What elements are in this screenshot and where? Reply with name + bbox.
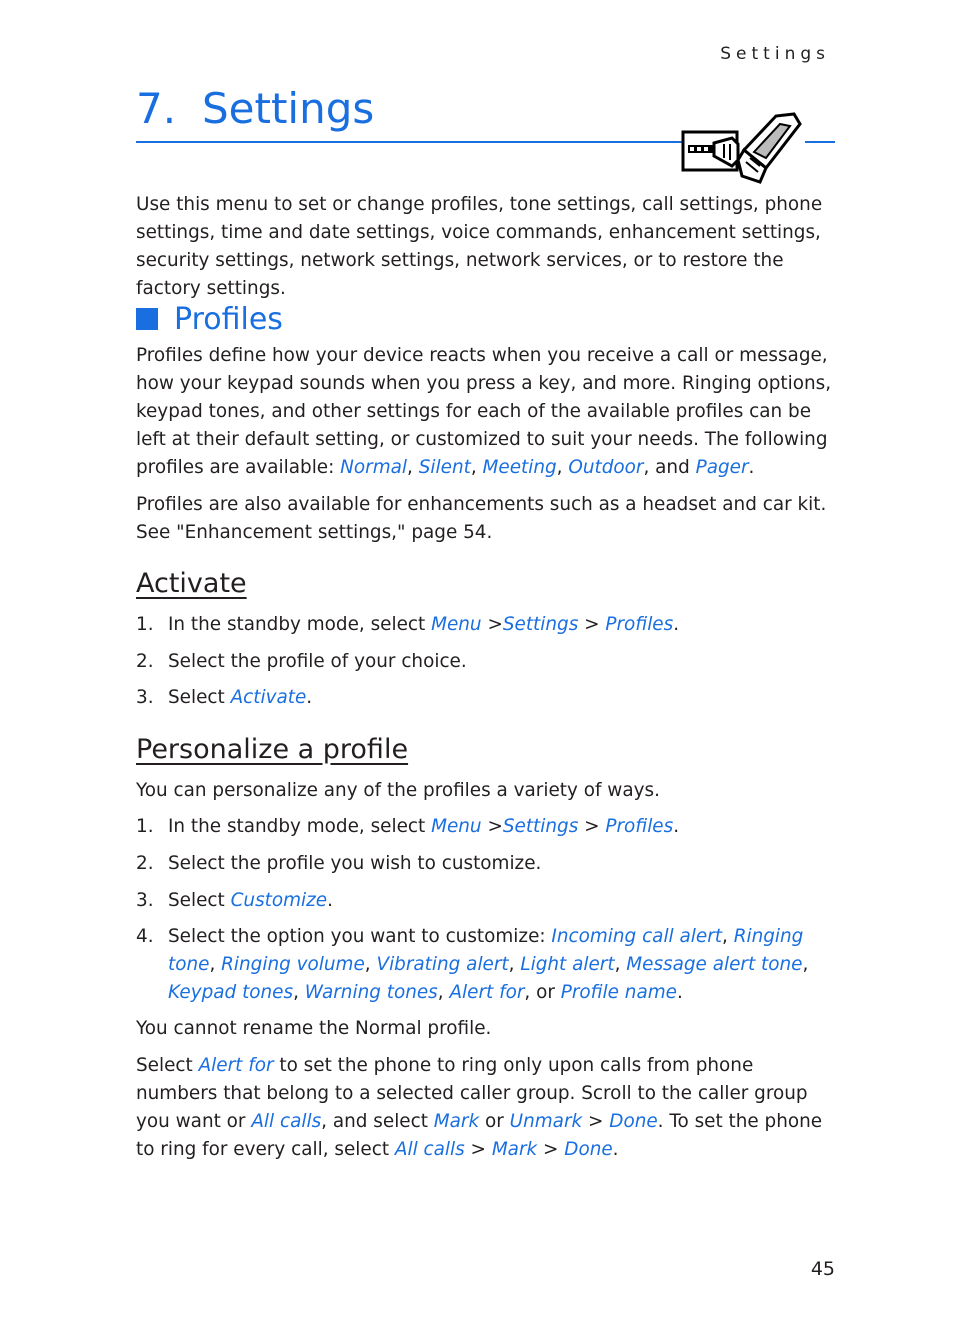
menu-path-menu: Menu — [431, 614, 482, 635]
option-all-calls: All calls — [251, 1111, 322, 1132]
option-light-alert: Light alert — [520, 954, 615, 975]
step-text: In the standby mode, select — [168, 816, 432, 837]
menu-path-profiles: Profiles — [605, 614, 674, 635]
menu-path-profiles: Profiles — [605, 816, 674, 837]
personalize-intro: You can personalize any of the profiles a variety of ways. — [136, 780, 660, 801]
option-alert-for: Alert for — [449, 982, 525, 1003]
chapter-number: 7. — [136, 84, 177, 133]
alert-for-paragraph — [136, 1052, 836, 1164]
option-activate: Activate — [230, 687, 307, 708]
step-text: Select the profile you wish to customize. — [168, 853, 542, 874]
profiles-heading — [136, 301, 283, 339]
personalize-step-4: 4. Select the option you want to customize: Incoming call alert, Ringing tone, Ringing volume, Vibrating alert, Light alert, Message alert tone, Keypad tones, Warning tones, Alert for, or Profile name. — [136, 923, 836, 1007]
step-number: 3. — [136, 890, 154, 911]
text: . To set the phone to ring for every call, select — [136, 1111, 823, 1160]
step-text: Select — [168, 890, 231, 911]
option-unmark: Unmark — [509, 1111, 583, 1132]
rename-note: You cannot rename the Normal profile. — [136, 1018, 492, 1039]
period: . — [612, 1139, 619, 1160]
option-mark: Mark — [433, 1111, 480, 1132]
title-rule-right — [805, 141, 835, 143]
text: or — [479, 1111, 510, 1132]
profile-option-silent: Silent — [418, 457, 471, 478]
option-done: Done — [564, 1139, 613, 1160]
step-text: Select the profile of your choice. — [168, 651, 467, 672]
sep: , — [407, 457, 419, 478]
text: , and select — [321, 1111, 434, 1132]
step-number: 1. — [136, 614, 154, 635]
period: . — [748, 457, 755, 478]
step-number: 2. — [136, 651, 154, 672]
profile-option-pager: Pager — [695, 457, 749, 478]
page-number: 45 — [810, 1258, 835, 1280]
text: to set the phone to ring only upon calls from phone numbers that belong to a selected caller group. Scroll to the caller group you want or — [136, 1055, 808, 1132]
activate-heading: Activate — [136, 568, 247, 599]
chapter-title — [136, 84, 374, 133]
section-square-icon — [136, 308, 158, 330]
sep: , and — [643, 457, 696, 478]
option-profile-name: Profile name — [560, 982, 677, 1003]
profiles-note-text: Profiles are also available for enhancements such as a headset and car kit. — [136, 494, 827, 515]
phone-and-tool-icon — [680, 110, 806, 184]
option-ringing-volume: Ringing volume — [221, 954, 365, 975]
step-number: 3. — [136, 687, 154, 708]
step-text: Select the option you want to customize: — [168, 926, 552, 947]
menu-path-menu: Menu — [431, 816, 482, 837]
step-number: 4. — [136, 926, 154, 947]
activate-step-1: 1. In the standby mode, select Menu >Settings > Profiles. — [136, 611, 836, 639]
option-ringing-tone: Ringing tone — [168, 926, 804, 975]
option-incoming-call-alert: Incoming call alert — [551, 926, 722, 947]
intro-paragraph: Use this menu to set or change profiles, tone settings, call settings, phone settings, time and date settings, voice commands, enhancement settings, security settings, network settings, network services, or to restore the factory settings. — [136, 194, 823, 299]
option-keypad-tones: Keypad tones — [168, 982, 294, 1003]
chapter-title-text: Settings — [202, 84, 375, 133]
profiles-note — [136, 491, 836, 547]
sep-or: , or — [524, 982, 561, 1003]
sep-gt: > — [582, 1111, 610, 1132]
sep: , — [556, 457, 569, 478]
personalize-heading: Personalize a profile — [136, 734, 409, 765]
personalize-step-3: 3. Select Customize. — [136, 887, 836, 915]
option-message-alert-tone: Message alert tone — [626, 954, 803, 975]
personalize-step-2 — [136, 850, 836, 878]
personalize-step-1: 1. In the standby mode, select Menu >Settings > Profiles. — [136, 813, 836, 841]
activate-step-3: 3. Select Activate. — [136, 684, 836, 712]
profile-option-outdoor: Outdoor — [568, 457, 644, 478]
running-header: Settings — [720, 44, 830, 64]
option-mark: Mark — [491, 1139, 538, 1160]
step-number: 2. — [136, 853, 154, 874]
option-warning-tones: Warning tones — [304, 982, 438, 1003]
text: Select — [136, 1055, 199, 1076]
profile-option-meeting: Meeting — [482, 457, 557, 478]
menu-path-settings: Settings — [502, 614, 579, 635]
title-rule-left — [136, 141, 682, 143]
step-number: 1. — [136, 816, 154, 837]
option-customize: Customize — [230, 890, 328, 911]
sep-gt: > — [537, 1139, 565, 1160]
option-alert-for: Alert for — [198, 1055, 274, 1076]
menu-path-settings: Settings — [502, 816, 579, 837]
step-text: Select — [168, 687, 231, 708]
profiles-heading-text: Profiles — [174, 302, 283, 337]
option-all-calls: All calls — [394, 1139, 465, 1160]
option-done: Done — [609, 1111, 658, 1132]
see-also-reference: See "Enhancement settings," page 54. — [136, 522, 493, 543]
profiles-desc-text: Profiles define how your device reacts when you receive a call or message, how your keypad sounds when you press a key, and more. Ringing options, keypad tones, and other settings for each of the available profiles can be left at their default setting, or customized to suit your needs. The following profiles are available: — [136, 345, 832, 478]
sep-gt: > — [464, 1139, 492, 1160]
option-vibrating-alert: Vibrating alert — [376, 954, 509, 975]
sep: , — [470, 457, 483, 478]
profiles-description — [136, 342, 836, 482]
profile-option-normal: Normal — [340, 457, 408, 478]
step-text: In the standby mode, select — [168, 614, 432, 635]
activate-step-2 — [136, 648, 836, 676]
